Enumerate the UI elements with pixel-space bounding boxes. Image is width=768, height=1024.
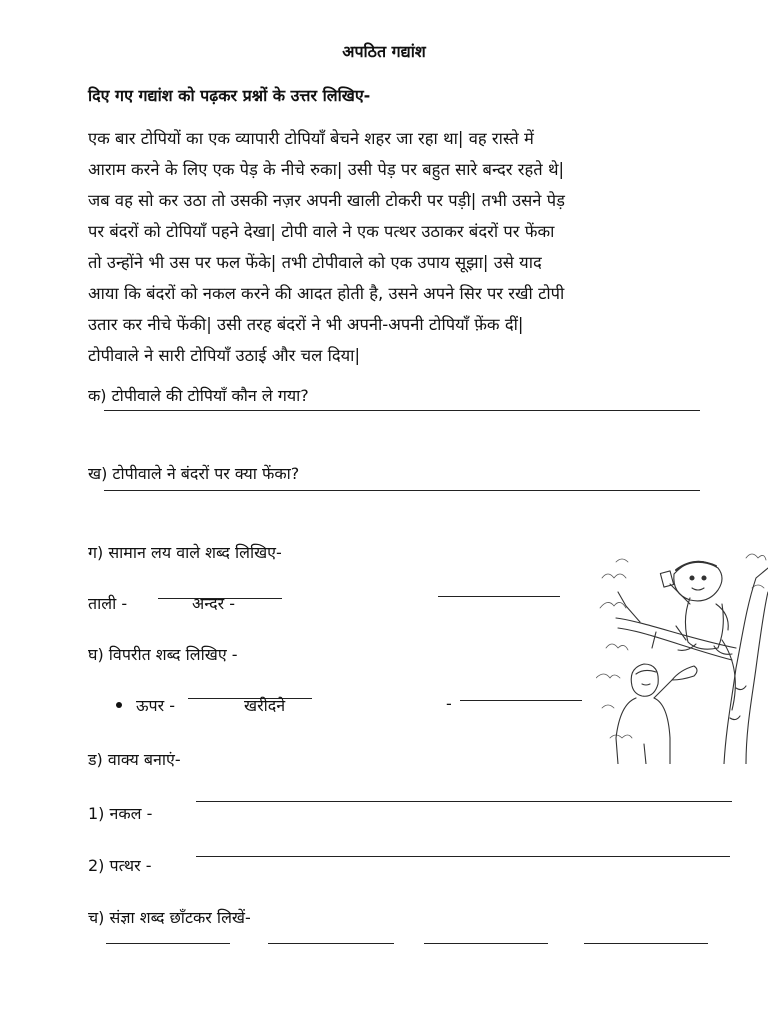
answer-line[interactable] [438,596,560,597]
passage-line: टोपीवाले ने सारी टोपियाँ उठाई और चल दिया| [88,346,361,365]
passage-line: जब वह सो कर उठा तो उसकी नज़र अपनी खाली टोकरी पर पड़ी| तभी उसने पेड़ [88,191,565,210]
question-kha: ख) टोपीवाले ने बंदरों पर क्या फेंका? [88,464,300,483]
tree-trunk-icon [724,568,768,764]
sentence-item-nakal: 1) नकल - [88,804,153,823]
bullet-point [116,702,122,708]
answer-line[interactable] [584,943,708,944]
answer-line[interactable] [196,856,730,857]
question-da: ड) वाक्य बनाएं- [88,750,181,769]
passage-line: पर बंदरों को टोपियाँ पहने देखा| टोपी वाले ने एक पत्थर उठाकर बंदरों पर फेंका [88,222,555,241]
dash: - [446,694,452,713]
passage-line: आया कि बंदरों को नकल करने की आदत होती है, उसने अपने सिर पर रखी टोपी [88,284,565,303]
answer-line[interactable] [104,490,700,491]
rhyme-word-tali: ताली - [88,594,128,613]
cap-seller-icon [616,664,697,764]
question-cha: च) संज्ञा शब्द छाँटकर लिखें- [88,908,251,927]
opposite-word-kharidne: खरीदने [244,696,286,715]
sentence-item-patthar: 2) पत्थर - [88,856,152,875]
question-ga: ग) सामान लय वाले शब्द लिखिए- [88,543,282,562]
passage-line: आराम करने के लिए एक पेड़ के नीचे रुका| उसी पेड़ पर बहुत सारे बन्दर रहते थे| [88,160,565,179]
passage-line: एक बार टोपियों का एक व्यापारी टोपियाँ बेचने शहर जा रहा था| वह रास्ते में [88,129,534,148]
monkey-tree-illustration [596,548,768,764]
rhyme-word-andar: अन्दर - [192,594,236,613]
answer-line[interactable] [104,410,700,411]
answer-line[interactable] [196,801,732,802]
answer-line[interactable] [106,943,230,944]
answer-line[interactable] [268,943,394,944]
passage-line: तो उन्होंने भी उस पर फल फेंके| तभी टोपीवाले को एक उपाय सूझा| उसे याद [88,253,542,272]
question-gha: घ) विपरीत शब्द लिखिए - [88,645,238,664]
worksheet-title: अपठित गद्यांश [342,42,426,61]
answer-line[interactable] [424,943,548,944]
monkey-icon [660,561,735,710]
question-ka: क) टोपीवाले की टोपियाँ कौन ले गया? [88,386,309,405]
opposite-word-upar: ऊपर - [136,696,176,715]
branch-icon [616,592,736,660]
instruction-text: दिए गए गद्यांश को पढ़कर प्रश्नों के उत्तर लिखिए- [88,86,371,105]
answer-line[interactable] [460,700,582,701]
passage-line: उतार कर नीचे फेंकी| उसी तरह बंदरों ने भी अपनी-अपनी टोपियाँ फ़ेंक दीं| [88,315,524,334]
